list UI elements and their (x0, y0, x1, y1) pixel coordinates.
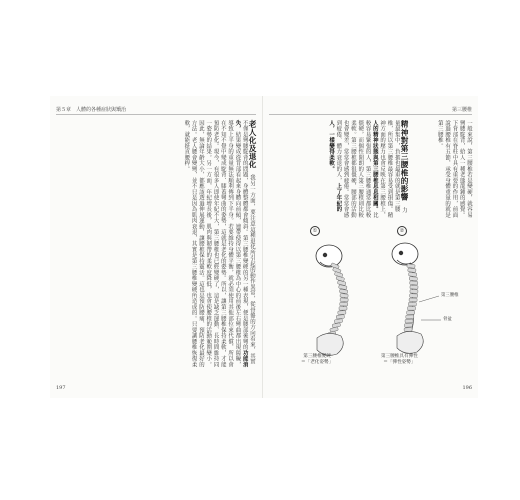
caption-upright (381, 354, 418, 366)
vertebra (340, 302, 348, 306)
right-body-text: 下背部在脊柱中具有重要的作用，前面說過腰椎有五節，承受身體重量的就是第三腰椎。 (436, 120, 458, 218)
lumbar-label: 第三腰椎 (441, 293, 459, 298)
right-body-text: 人的精神狀態與第三腰椎息息相關。 (371, 120, 378, 212)
vertebra (404, 323, 412, 327)
vertebra (406, 315, 414, 319)
caption-upright-line-1: 第三腰椎具有彈性 (381, 354, 418, 359)
right-section-title: 精神對第三腰椎的影響 (400, 120, 409, 201)
vertebra (339, 285, 348, 290)
vertebrae-bent (325, 263, 349, 341)
right-page-number: 196 (462, 385, 472, 391)
vertebra (409, 298, 417, 302)
left-body-text: 另一方面，年紀增長後，肌肉與韌帶的柔軟度降低，也會使腰椎的活動範圍變小。 (205, 160, 212, 368)
vertebra (410, 281, 418, 285)
right-body-text: 一般來說，第三腰椎若是變硬，就容易彎腰駝背，給人一種老態龍鍾的感覺。 (458, 120, 472, 218)
right-body-text: 上了年紀的人，一樣變得柔軟。 (328, 120, 342, 212)
left-body-text: 老人腰會變彎，並不只是因為肌肉衰退，其實是第三腰椎變硬所造成的。只要讓腰椎恢復柔軟，就能挺直腰桿。 (183, 120, 197, 368)
vertebra (410, 285, 418, 289)
left-section-title: 老人化及退化 (248, 120, 257, 169)
pelvis-label: 骨盆 (443, 317, 452, 322)
vertebra (337, 280, 346, 285)
right-page-header: 第三腰椎 (451, 107, 472, 113)
vertebra (339, 306, 347, 310)
left-body-text: 結果變成從背部看起來身體向前傾，連帶使得以第三腰椎為中心的前後左右彎曲都出現障礙，導致上半身的重量無法順利傳到下半身。 (227, 120, 241, 368)
left-body-text: 因此，無論年齡大小，都應該透過伸展運動，讓腰椎保持靈活。這也是預防腰痛、預防老化最好的方法。 (190, 120, 204, 368)
vertebra (410, 294, 418, 298)
vertebra (340, 293, 348, 297)
vertebra (410, 289, 418, 293)
vertebra (340, 298, 348, 302)
left-body-text: 現今，有很多人即使年紀不大，第三腰椎也已經變硬了，這是缺乏運動、長時間維持同一姿勢的結果。 (205, 120, 219, 368)
spine-illustration (273, 234, 469, 364)
vertebra (408, 272, 416, 276)
vertebra (408, 268, 416, 273)
caption-upright-line-2: ＝「彈性姿勢」 (383, 360, 416, 365)
right-body-text: 常常會感到疲倦、體力衰退的人， (335, 120, 349, 218)
pelvis-bent (317, 333, 343, 355)
vertebra (405, 319, 413, 323)
vertebra (338, 311, 346, 315)
vertebra (336, 315, 344, 320)
vertebra (407, 311, 415, 315)
vertebrae-upright (404, 264, 418, 341)
figure-number-1: ① (310, 226, 320, 236)
left-header-rule (56, 114, 256, 115)
right-body-text: 第三腰椎都很僵硬，腰部的活動也會變差，常常會感到疲倦。 (342, 120, 356, 218)
right-page-intro (412, 120, 472, 220)
left-body-text: 功能消失， (234, 120, 248, 368)
left-body-text: 我另一方面，要注意這種退化所引起的動作異常，從骨骼的方向看來，其實不僅是彎腰駝背的問題，身體整體都會傾斜。 (241, 120, 255, 365)
caption-bent (301, 354, 333, 366)
vertebra (408, 302, 416, 306)
figure-number-2: ② (397, 226, 407, 236)
caption-bent-line-2: ＝「老化姿勢」 (301, 360, 334, 365)
spine-figure (273, 222, 469, 372)
left-page (50, 96, 262, 398)
left-page-header: 第５章 人體的各種症狀與矯治 (56, 107, 127, 113)
left-body-text: 所以，讓第三腰椎保持柔軟，才能預防老化。 (212, 120, 226, 368)
vertebra (409, 277, 417, 281)
left-body-text: 若要維持身體平衡，就必須使用其他部位來代償，所以會在不知不覺中變成駝背、膝蓋彎曲的姿勢，這就是老化的姿勢。 (219, 120, 234, 368)
right-body-text: 比較容易緊張的人，第三腰椎通常都比較僵硬，而個性開朗的人第三腰椎則比較柔軟。 (349, 120, 378, 218)
pelvis-upright (397, 331, 423, 353)
right-page (263, 96, 478, 398)
vertebra (408, 307, 416, 311)
left-body-text: 第三腰椎變硬的另一種表現，便是腰部後彎的 (241, 235, 248, 350)
right-header-rule (269, 114, 472, 115)
right-body-text: 精神方面的壓力也會反映在第三腰椎上， (379, 120, 393, 218)
left-page-body (60, 120, 256, 370)
right-body-text: 力量最集中，負擔也最重的就是第三腰椎，所以第三腰椎最容易受到損傷。 (386, 120, 407, 214)
caption-bent-line-1: 第三腰椎變硬 (303, 354, 331, 359)
vertebra (407, 264, 415, 269)
lumbar-leader-line (419, 296, 439, 302)
right-page-body (272, 120, 408, 218)
vertebra (339, 289, 347, 294)
vertebra (334, 319, 342, 324)
left-page-number: 197 (56, 385, 66, 391)
vertebra (404, 327, 412, 331)
